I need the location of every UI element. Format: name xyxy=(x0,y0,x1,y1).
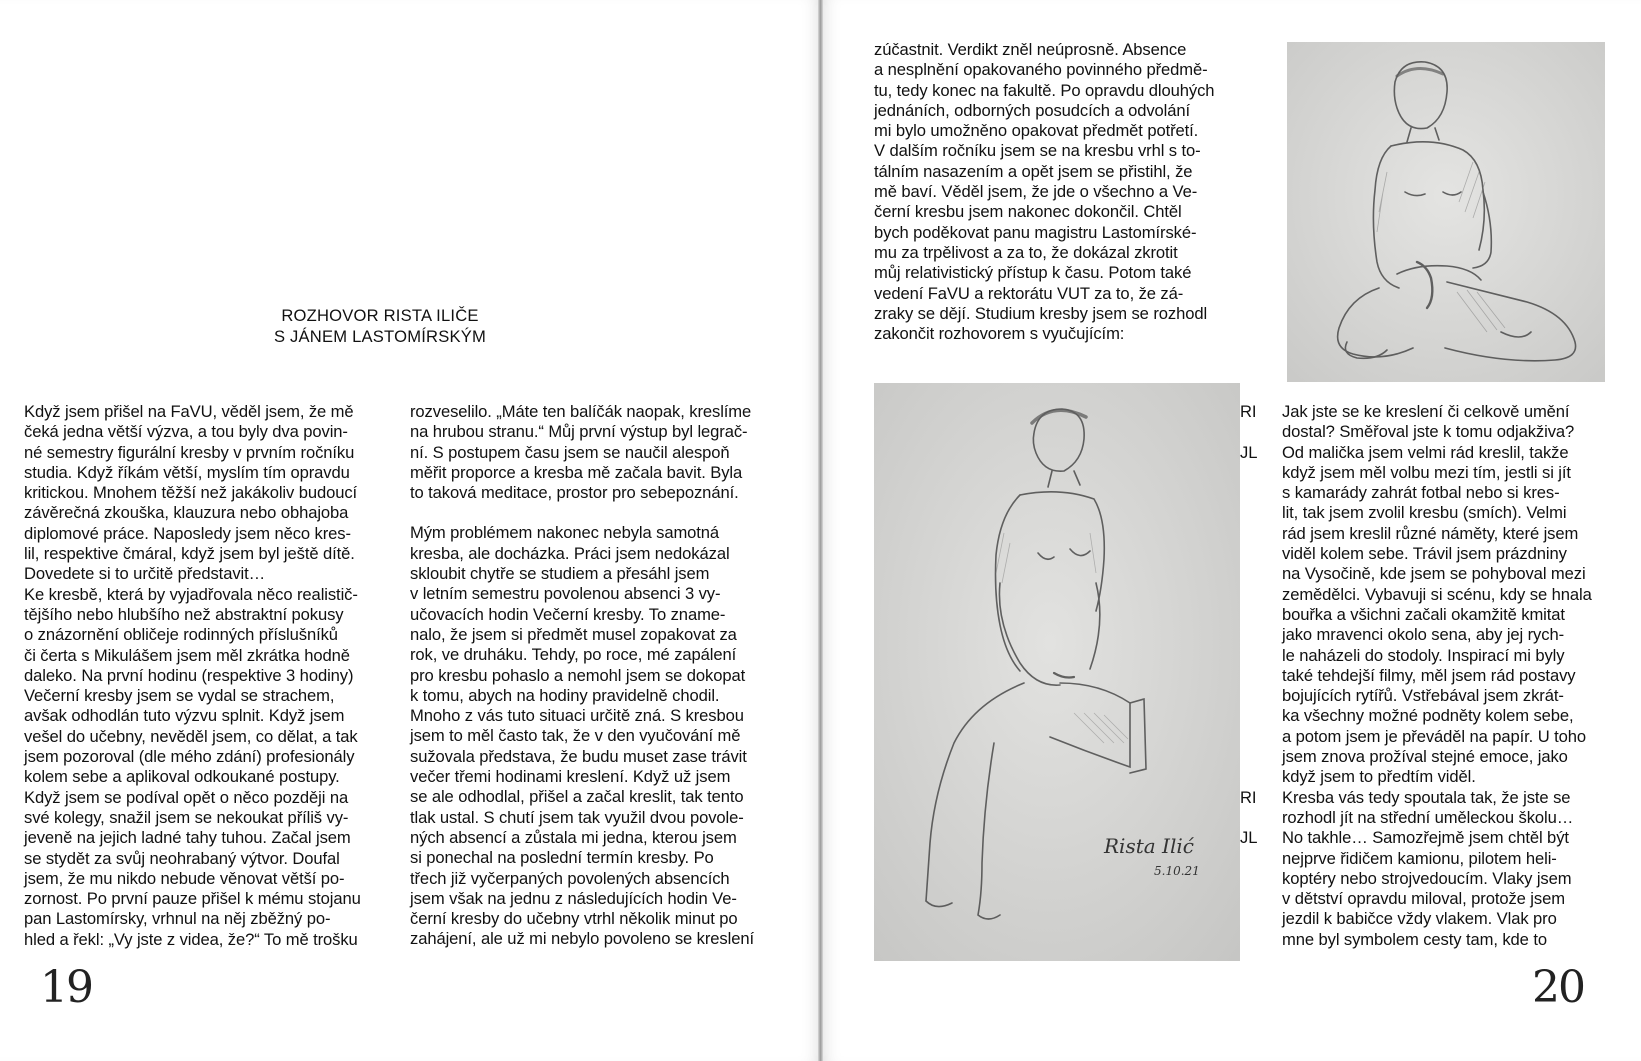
text-line: se stydět za svůj neohrabaný výtvor. Doufal xyxy=(24,848,340,868)
qa-text-line: viděl kolem sebe. Trávil jsem prázdniny xyxy=(1282,544,1567,564)
text-line: nalo, že jsem si předmět musel zopakovat za xyxy=(410,624,737,644)
text-line: studia. Když říkám větší, myslím tím opravdu xyxy=(24,462,350,482)
text-line: tálním nasazením a opět jsem se přistihl, že xyxy=(874,161,1193,181)
text-line: rok, ve druháku. Tehdy, po roce, mé zapálení xyxy=(410,645,737,665)
text-line: kolem sebe a aplikoval odkoukané postupy. xyxy=(24,767,340,787)
qa-text-line: rád jsem kreslil různé náměty, které jsem xyxy=(1282,523,1579,543)
text-line: pro kresbu pohaslo a nemohl jsem se dokopat xyxy=(410,665,746,685)
qa-text-line: také tehdejší filmy, měl jsem rád postavy xyxy=(1282,665,1576,685)
qa-row xyxy=(1240,828,1600,950)
left-column-1 xyxy=(24,402,384,950)
qa-row xyxy=(1240,443,1600,788)
text-line: bych poděkovat panu magistru Lastomírské- xyxy=(874,222,1197,242)
text-line: jsem, že mu nikdo nebude věnovat větší po- xyxy=(24,868,345,888)
seated-man-sketch xyxy=(1287,42,1605,382)
qa-text-line: jsem znova prožíval stejné emoce, jako xyxy=(1282,747,1568,767)
article-title xyxy=(200,305,560,347)
text-line: kresba, ale docházka. Práci jsem nedokázal xyxy=(410,543,730,563)
text-line: mi bylo umožněno opakovat předmět potřetí. xyxy=(874,121,1199,141)
qa-text-line: Kresba vás tedy spoutala tak, že jste se xyxy=(1282,787,1571,807)
qa-text-line: le naházeli do stodoly. Inspirací mi byly xyxy=(1282,645,1565,665)
text-line: to taková meditace, prostor pro sebepoznání. xyxy=(410,483,739,503)
qa-text-line: když jsem měl volbu mezi tím, jestli si jít xyxy=(1282,462,1571,482)
title-line-1: ROZHOVOR RISTA ILIČE xyxy=(281,306,479,325)
text-line: ných absencí a zůstala mi jedna, kterou jsem xyxy=(410,827,737,847)
qa-text-line: a potom jsem je převáděl na papír. U toho xyxy=(1282,726,1586,746)
text-line: měřit proporce a kresba mě začala bavit. Byla xyxy=(410,462,743,482)
text-line: daleko. Na první hodinu (respektive 3 hodiny) xyxy=(24,665,354,685)
text-line: sužovala představa, že budu muset zase trávit xyxy=(410,746,747,766)
qa-text-line: Od malička jsem velmi rád kreslil, takže xyxy=(1282,442,1569,462)
text-line: černí kresbu jsem nakonec dokončil. Chtěl xyxy=(874,202,1182,222)
text-line: černí kresby do učebny vtrhl několik minut po xyxy=(410,909,738,929)
text-line: Mým problémem nakonec nebyla samotná xyxy=(410,523,720,543)
qa-text-line: rozhodl jít na střední uměleckou školu… xyxy=(1282,807,1574,827)
text-line: hled a řekl: „Vy jste z videa, že?“ To mě trošku xyxy=(24,929,358,949)
text-line: jsem však na jednu z následujících hodin Ve- xyxy=(410,888,737,908)
text-line: pan Lastomírsky, vrhnul na něj zběžný po- xyxy=(24,909,331,929)
page-number-left: 19 xyxy=(40,962,92,1013)
page-number-right: 20 xyxy=(1532,962,1584,1013)
text-line: jsem pozoroval (dle mého zdání) profesionály xyxy=(24,747,355,767)
speaker-tag: JL xyxy=(1240,828,1258,848)
text-line: tu, tedy konec na fakultě. Po opravdu dlouhých xyxy=(874,80,1215,100)
text-line: mu za trpělivost a za to, že dokázal zkrotit xyxy=(874,242,1178,262)
text-line: kritickou. Mnohem těžší než jakákoliv budoucí xyxy=(24,483,358,503)
text-line: své kolegy, snažil jsem se nekoukat příliš vy- xyxy=(24,807,349,827)
qa-text-line: bouřka a všichni začali okamžitě kmitat xyxy=(1282,604,1565,624)
text-line: jsem to měl často tak, že v den vyučování mě xyxy=(410,726,741,746)
qa-text-line: nejprve řidičem kamionu, pilotem heli- xyxy=(1282,848,1557,868)
text-line: učovacích hodin Večerní kresby. To znamе- xyxy=(410,604,726,624)
text-line: Večerní kresby jsem se vydal se strachem, xyxy=(24,686,335,706)
text-line: zraky se dějí. Studium kresby jsem se rozhodl xyxy=(874,303,1208,323)
qa-text-line: jezdil k babičce vždy vlakem. Vlak pro xyxy=(1282,909,1557,929)
text-line: o znázornění obličeje rodinných příslušníků xyxy=(24,625,338,645)
text-line: tlak ustal. S chutí jsem tak využil dvou povole- xyxy=(410,807,744,827)
qa-text-line: Jak jste se ke kreslení či celkově umění xyxy=(1282,402,1570,421)
text-line: čeká jedna větší výzva, a tou byly dva povin- xyxy=(24,422,348,442)
qa-text-line: mne byl symbolem cesty tam, kde to xyxy=(1282,929,1547,949)
text-line: vedení FaVU a rektorátu VUT za to, že zá- xyxy=(874,283,1184,303)
qa-row xyxy=(1240,788,1600,829)
text-line: Když jsem se podíval opět o něco později na xyxy=(24,787,349,807)
qa-text-line: bojujících rytířů. Vstřebával jsem zkrát- xyxy=(1282,686,1564,706)
qa-text-line: když jsem to předtím viděl. xyxy=(1282,767,1476,787)
qa-text-line: dostal? Směřoval jste k tomu odjakživa? xyxy=(1282,422,1575,442)
text-line: jeveně na jejich ladné tahy tuhou. Začal jsem xyxy=(24,828,351,848)
speaker-tag: RI xyxy=(1240,402,1257,421)
text-line: můj relativistický přístup k času. Potom také xyxy=(874,263,1192,283)
text-line: avšak odhodlán tuto výzvu splnit. Když jsem xyxy=(24,706,345,726)
qa-text-line: ka všechny možné podněty kolem sebe, xyxy=(1282,706,1574,726)
seated-woman-sketch xyxy=(874,383,1240,961)
text-line: večer třemi hodinami kreslení. Když už jsem xyxy=(410,767,731,787)
text-line: zornost. Po první pauze přišel k mému stojanu xyxy=(24,889,361,909)
qa-text-line: na Vysočině, kde jsem se pohyboval mezi xyxy=(1282,564,1586,584)
qa-text-line: v dětství opravdu miloval, protože jsem xyxy=(1282,889,1565,909)
text-line: si ponechal na poslední termín kresby. Po xyxy=(410,848,714,868)
speaker-tag: RI xyxy=(1240,787,1257,807)
pencil-sketch-seated-man-icon xyxy=(1287,42,1605,382)
text-line: diplomové práce. Naposledy jsem něco kres- xyxy=(24,523,351,543)
text-line: né semestry figurální kresby v prvním ročníku xyxy=(24,442,355,462)
text-line: závěrečná zkouška, klauzura nebo obhajoba xyxy=(24,503,349,523)
qa-text-line: jako mravenci okolo sena, aby jej rych- xyxy=(1282,625,1565,645)
text-line: Ke kresbě, která by vyjadřovala něco realistič- xyxy=(24,584,358,604)
text-line: na hrubou stranu.“ Můj první výstup byl legrač- xyxy=(410,422,748,442)
text-line: Dovedete si to určitě představit… xyxy=(24,564,266,584)
text-line: ní. S postupem času jsem se naučil alespoň xyxy=(410,442,730,462)
left-column-2-para-1 xyxy=(410,402,790,503)
text-line: k tomu, abych na hodiny pravidelně chodil. xyxy=(410,685,720,705)
text-line: rozveselilo. „Máte ten balíčák naopak, kreslíme xyxy=(410,402,752,421)
qa-text-line: lit, tak jsem zvolil kresbu (smích). Velmi xyxy=(1282,503,1567,523)
text-line: a nesplnění opakovaného povinného předmě- xyxy=(874,60,1208,80)
pencil-sketch-seated-woman-icon xyxy=(874,383,1240,961)
book-gutter xyxy=(818,0,823,1061)
text-line: zahájení, ale už mi nebylo povoleno se kreslení xyxy=(410,929,754,949)
sketch-signature: Rista Ilić xyxy=(1104,834,1194,858)
sketch-date: 5.10.21 xyxy=(1154,864,1200,878)
text-line: v letním semestru povolenou absenci 3 vy- xyxy=(410,584,721,604)
text-line: V dalším ročníku jsem se na kresbu vrhl s to- xyxy=(874,141,1201,161)
text-line: jednáních, odborných posudcích a odvolání xyxy=(874,100,1191,120)
speaker-tag: JL xyxy=(1240,442,1258,462)
title-line-2: S JÁNEM LASTOMÍRSKÝM xyxy=(273,327,487,346)
text-line: vešel do učebny, nevěděl jsem, co dělat, a tak xyxy=(24,726,358,746)
right-column-1 xyxy=(874,40,1234,344)
qa-text-line: No takhle… Samozřejmě jsem chtěl být xyxy=(1282,828,1569,848)
interview-qa xyxy=(1240,402,1600,950)
qa-text-line: zemědělci. Vybavuji si scénu, kdy se hnala xyxy=(1282,584,1592,604)
text-line: tějšího nebo hlubšího než abstraktní pokusy xyxy=(24,604,344,624)
text-line: skloubit chytře se studiem a přesáhl jsem xyxy=(410,564,710,584)
text-line: Když jsem přišel na FaVU, věděl jsem, že mě xyxy=(24,402,354,421)
left-column-2-para-2 xyxy=(410,523,790,949)
text-line: zúčastnit. Verdikt zněl neúprosně. Absence xyxy=(874,40,1187,59)
text-line: Mnoho z vás tuto situaci určitě zná. S kresbou xyxy=(410,706,744,726)
qa-text-line: s kamarády zahrát fotbal nebo si kres- xyxy=(1282,483,1560,503)
qa-row xyxy=(1240,402,1600,443)
text-line: zakončit rozhovorem s vyučujícím: xyxy=(874,324,1125,344)
text-line: či čerta s Mikulášem jsem měl zkrátka hodně xyxy=(24,645,350,665)
qa-text-line: koptéry nebo strojvedoucím. Vlaky jsem xyxy=(1282,868,1572,888)
text-line: třech již vyčerpaných povolených absencích xyxy=(410,868,730,888)
text-line: lil, respektive čmáral, když jsem byl ještě dítě. xyxy=(24,544,355,564)
left-column-2 xyxy=(410,402,790,950)
text-line: se ale odhodlal, přišel a začal kreslit, tak tento xyxy=(410,787,744,807)
text-line: mě baví. Věděl jsem, že jde o všechno a Ve- xyxy=(874,182,1198,202)
